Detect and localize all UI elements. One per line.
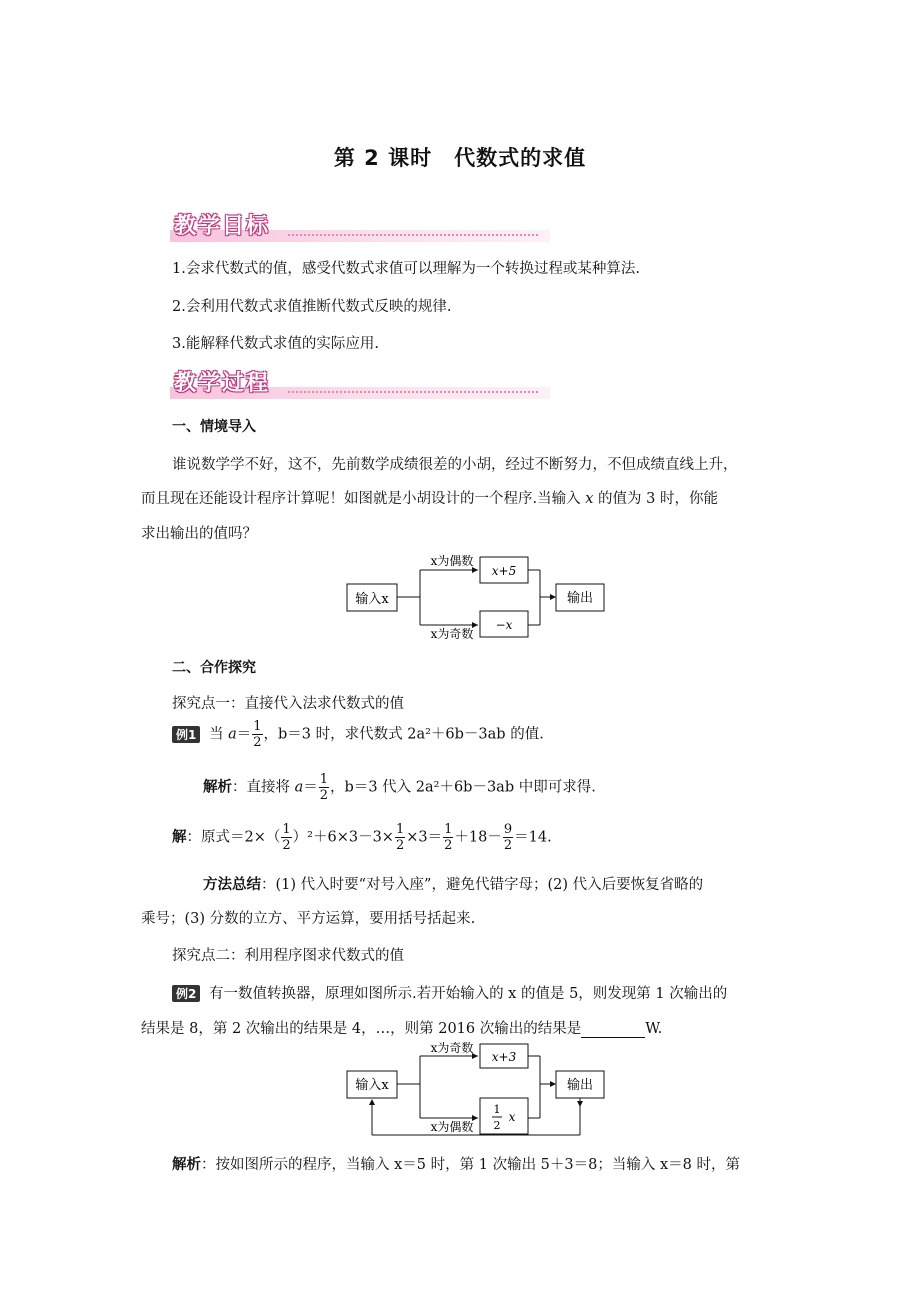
- denominator: 2: [319, 788, 329, 803]
- example-2-line2: [141, 1017, 662, 1038]
- program-flowchart-2: [340, 1042, 620, 1140]
- odd-expression: −x: [495, 618, 513, 632]
- text-span: ：原式＝2×（: [186, 829, 281, 846]
- text-span: ，b＝3 时，求代数式 2a²＋6b－3ab 的值.: [263, 726, 544, 743]
- text-span: ：直接将: [232, 779, 290, 796]
- solution-1: [172, 823, 552, 852]
- fraction-half: [319, 773, 329, 802]
- banner-dots: [288, 391, 538, 395]
- even-condition: x为偶数: [430, 554, 474, 568]
- even-expression-x: x: [508, 1110, 516, 1124]
- text-span: 有一数值转换器，原理如图所示.若开始输入的 x 的值是 5，则发现第 1 次输出的: [208, 986, 728, 1002]
- fraction-half: [281, 823, 291, 852]
- example-tag: 例2: [172, 985, 200, 1002]
- text-span: 的值为 3 时，你能: [598, 491, 718, 507]
- goal-item: 1.会求代数式的值，感受代数式求值可以理解为一个转换过程或某种算法.: [172, 261, 640, 277]
- heading-explore: 二、合作探究: [172, 660, 256, 676]
- example-tag: 例1: [172, 726, 200, 743]
- method-summary: [203, 873, 703, 894]
- numerator: 1: [395, 822, 405, 837]
- denominator: 2: [253, 735, 262, 750]
- banner-label: 教学目标: [174, 214, 271, 239]
- section-banner-goals: [170, 208, 550, 244]
- even-box: [480, 1098, 528, 1134]
- analysis-label: 解析: [203, 779, 232, 796]
- denominator: 2: [282, 838, 291, 853]
- text-span: ×3＝: [406, 829, 443, 846]
- banner-label: 教学过程: [174, 371, 271, 396]
- fraction-numerator: 1: [493, 1103, 501, 1116]
- numerator: 1: [282, 822, 291, 837]
- variable-a: a: [294, 779, 304, 796]
- solution-label: 解: [172, 829, 187, 846]
- text-span: ）²＋6×3－3×: [292, 829, 394, 846]
- text-span: ：(1) 代入时要“对号入座”，避免代错字母；(2) 代入后要恢复省略的: [261, 877, 704, 893]
- paragraph-line: 求出输出的值吗？: [141, 526, 257, 542]
- text-span: ：按如图所示的程序，当输入 x＝5 时，第 1 次输出 5＋3＝8；当输入 x＝8 时，第: [201, 1157, 740, 1173]
- text-span: 当: [208, 726, 224, 743]
- fraction-nine-halves: [503, 823, 513, 852]
- denominator: 2: [444, 838, 453, 853]
- input-label: 输入x: [355, 592, 389, 607]
- banner-dots: [288, 234, 538, 238]
- even-expression: x+5: [491, 564, 517, 578]
- paragraph-line: 谁说数学学不好，这不，先前数学成绩很差的小胡，经过不断努力，不但成绩直线上升，: [172, 457, 738, 473]
- page-title: 第 2 课时 代数式的求值: [333, 146, 587, 170]
- numerator: 1: [319, 772, 329, 787]
- analysis-label: 解析: [172, 1157, 201, 1173]
- answer-blank: [581, 1023, 645, 1038]
- numerator: 1: [444, 822, 453, 837]
- odd-condition: x为奇数: [430, 1042, 474, 1055]
- variable-a: a: [228, 726, 237, 743]
- numerator: 1: [253, 719, 262, 734]
- denominator: 2: [395, 838, 405, 853]
- fraction-half: [395, 823, 405, 852]
- example-2: [172, 982, 727, 1003]
- program-flowchart-1: [340, 552, 620, 642]
- odd-condition: x为奇数: [430, 627, 474, 641]
- section-banner-process: [170, 365, 550, 401]
- goal-item: 2.会利用代数式求值推断代数式反映的规律.: [172, 299, 452, 315]
- analysis-2: [172, 1153, 740, 1174]
- odd-expression: x+3: [491, 1050, 517, 1064]
- input-label: 输入x: [355, 1078, 389, 1093]
- even-condition: x为偶数: [430, 1120, 474, 1134]
- output-label: 输出: [566, 591, 594, 606]
- text-span: W.: [645, 1021, 663, 1037]
- text-span: ，b＝3 代入 2a²＋6b－3ab 中即可求得.: [330, 779, 596, 796]
- analysis-1: 解析：直接将 a＝ $\frac{1}{2}$ ，b＝3 代入 2a²＋6b－3ab 中即可求得.: [203, 772, 596, 803]
- denominator: 2: [503, 838, 513, 853]
- fraction-denominator: 2: [493, 1119, 501, 1132]
- fraction-half: [252, 720, 262, 749]
- summary-label: 方法总结: [203, 877, 261, 893]
- example-1: 例1 当 a＝ $\frac{1}{2}$ ，b＝3 时，求代数式 2a²＋6b－3ab 的值.: [172, 720, 544, 749]
- output-label: 输出: [566, 1078, 594, 1093]
- heading-intro: 一、情境导入: [172, 419, 256, 435]
- paragraph-line: [141, 487, 718, 508]
- text-span: 而且现在还能设计程序计算呢！如图就是小胡设计的一个程序.当输入: [141, 491, 581, 507]
- text-span: ＝14.: [514, 829, 552, 846]
- numerator: 9: [503, 822, 513, 837]
- paragraph-line: 乘号；(3) 分数的立方、平方运算，要用括号括起来.: [141, 911, 476, 927]
- explore-point-1: 探究点一：直接代入法求代数式的值: [172, 696, 404, 712]
- text-span: ＋18－: [454, 829, 502, 846]
- fraction-half: [443, 823, 453, 852]
- text-span: 结果是 8，第 2 次输出的结果是 4，…，则第 2016 次输出的结果是: [141, 1021, 582, 1037]
- variable-x: x: [585, 491, 594, 507]
- goal-item: 3.能解释代数式求值的实际应用.: [172, 336, 379, 352]
- explore-point-2: 探究点二：利用程序图求代数式的值: [172, 948, 404, 964]
